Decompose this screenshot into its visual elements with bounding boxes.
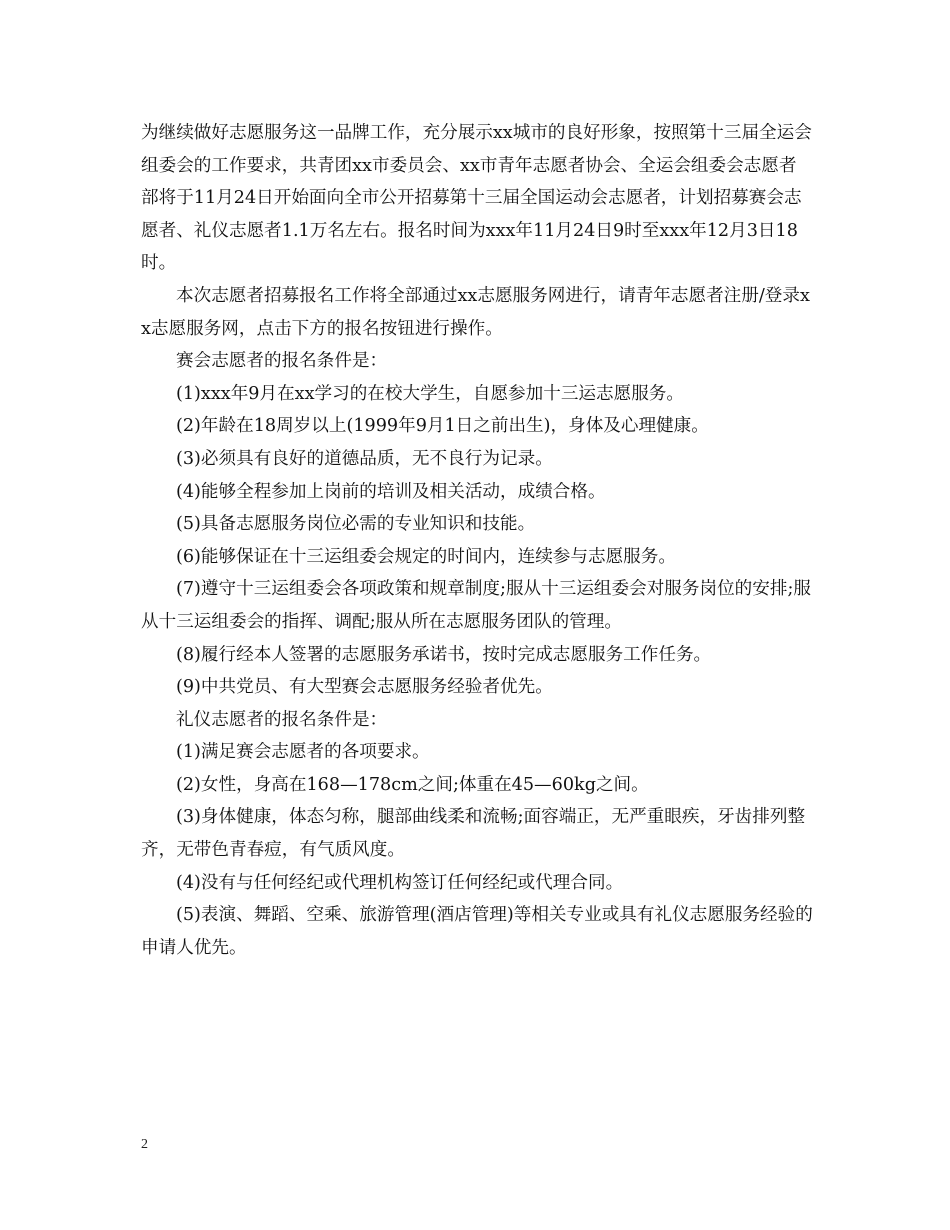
document-body (141, 117, 813, 964)
paragraph-registration: 本次志愿者招募报名工作将全部通过xx志愿服务网进行，请青年志愿者注册/登录xx志愿服务网，点击下方的报名按钮进行操作。 (141, 285, 810, 339)
list-item: (9)中共党员、有大型赛会志愿服务经验者优先。 (176, 677, 553, 698)
heading-event-volunteer-conditions: 赛会志愿者的报名条件是： (176, 351, 388, 372)
list-item: (6)能够保证在十三运组委会规定的时间内，连续参与志愿服务。 (176, 546, 676, 567)
list-item: (5)表演、舞蹈、空乘、旅游管理(酒店管理)等相关专业或具有礼仪志愿服务经验的申请人优先。 (141, 905, 813, 958)
list-item: (4)没有与任何经纪或代理机构签订任何经纪或代理合同。 (176, 872, 624, 893)
list-item: (1)满足赛会志愿者的各项要求。 (176, 742, 430, 763)
list-item: (8)履行经本人签署的志愿服务承诺书，按时完成志愿服务工作任务。 (176, 644, 712, 665)
list-item: (3)必须具有良好的道德品质，无不良行为记录。 (176, 448, 553, 469)
list-item: (5)具备志愿服务岗位必需的专业知识和技能。 (176, 514, 536, 535)
list-item: (4)能够全程参加上岗前的培训及相关活动，成绩合格。 (176, 481, 606, 502)
list-item: (1)xxx年9月在xx学习的在校大学生，自愿参加十三运志愿服务。 (176, 383, 684, 404)
page-number: 2 (141, 1137, 148, 1152)
paragraph-intro: 为继续做好志愿服务这一品牌工作，充分展示xx城市的良好形象，按照第十三届全运会组委会的工作要求，共青团xx市委员会、xx市青年志愿者协会、全运会组委会志愿者部将于11月24日开始面向全市公开招募第十三届全国运动会志愿者，计划招募赛会志愿者、礼仪志愿者1.1万名左右。报名时间为xxx年11月24日9时至xxx年12月3日18时。 (141, 123, 812, 274)
list-item: (2)女性，身高在168—178cm之间;体重在45—60kg之间。 (176, 774, 649, 795)
heading-etiquette-volunteer-conditions: 礼仪志愿者的报名条件是： (176, 709, 388, 730)
list-item: (3)身体健康，体态匀称，腿部曲线柔和流畅;面容端正，无严重眼疾，牙齿排列整齐，无带色青春痘，有气质风度。 (141, 807, 806, 861)
list-item: (2)年龄在18周岁以上(1999年9月1日之前出生)，身体及心理健康。 (176, 416, 709, 437)
list-item: (7)遵守十三运组委会各项政策和规章制度;服从十三运组委会对服务岗位的安排;服从十三运组委会的指挥、调配;服从所在志愿服务团队的管理。 (141, 579, 811, 632)
